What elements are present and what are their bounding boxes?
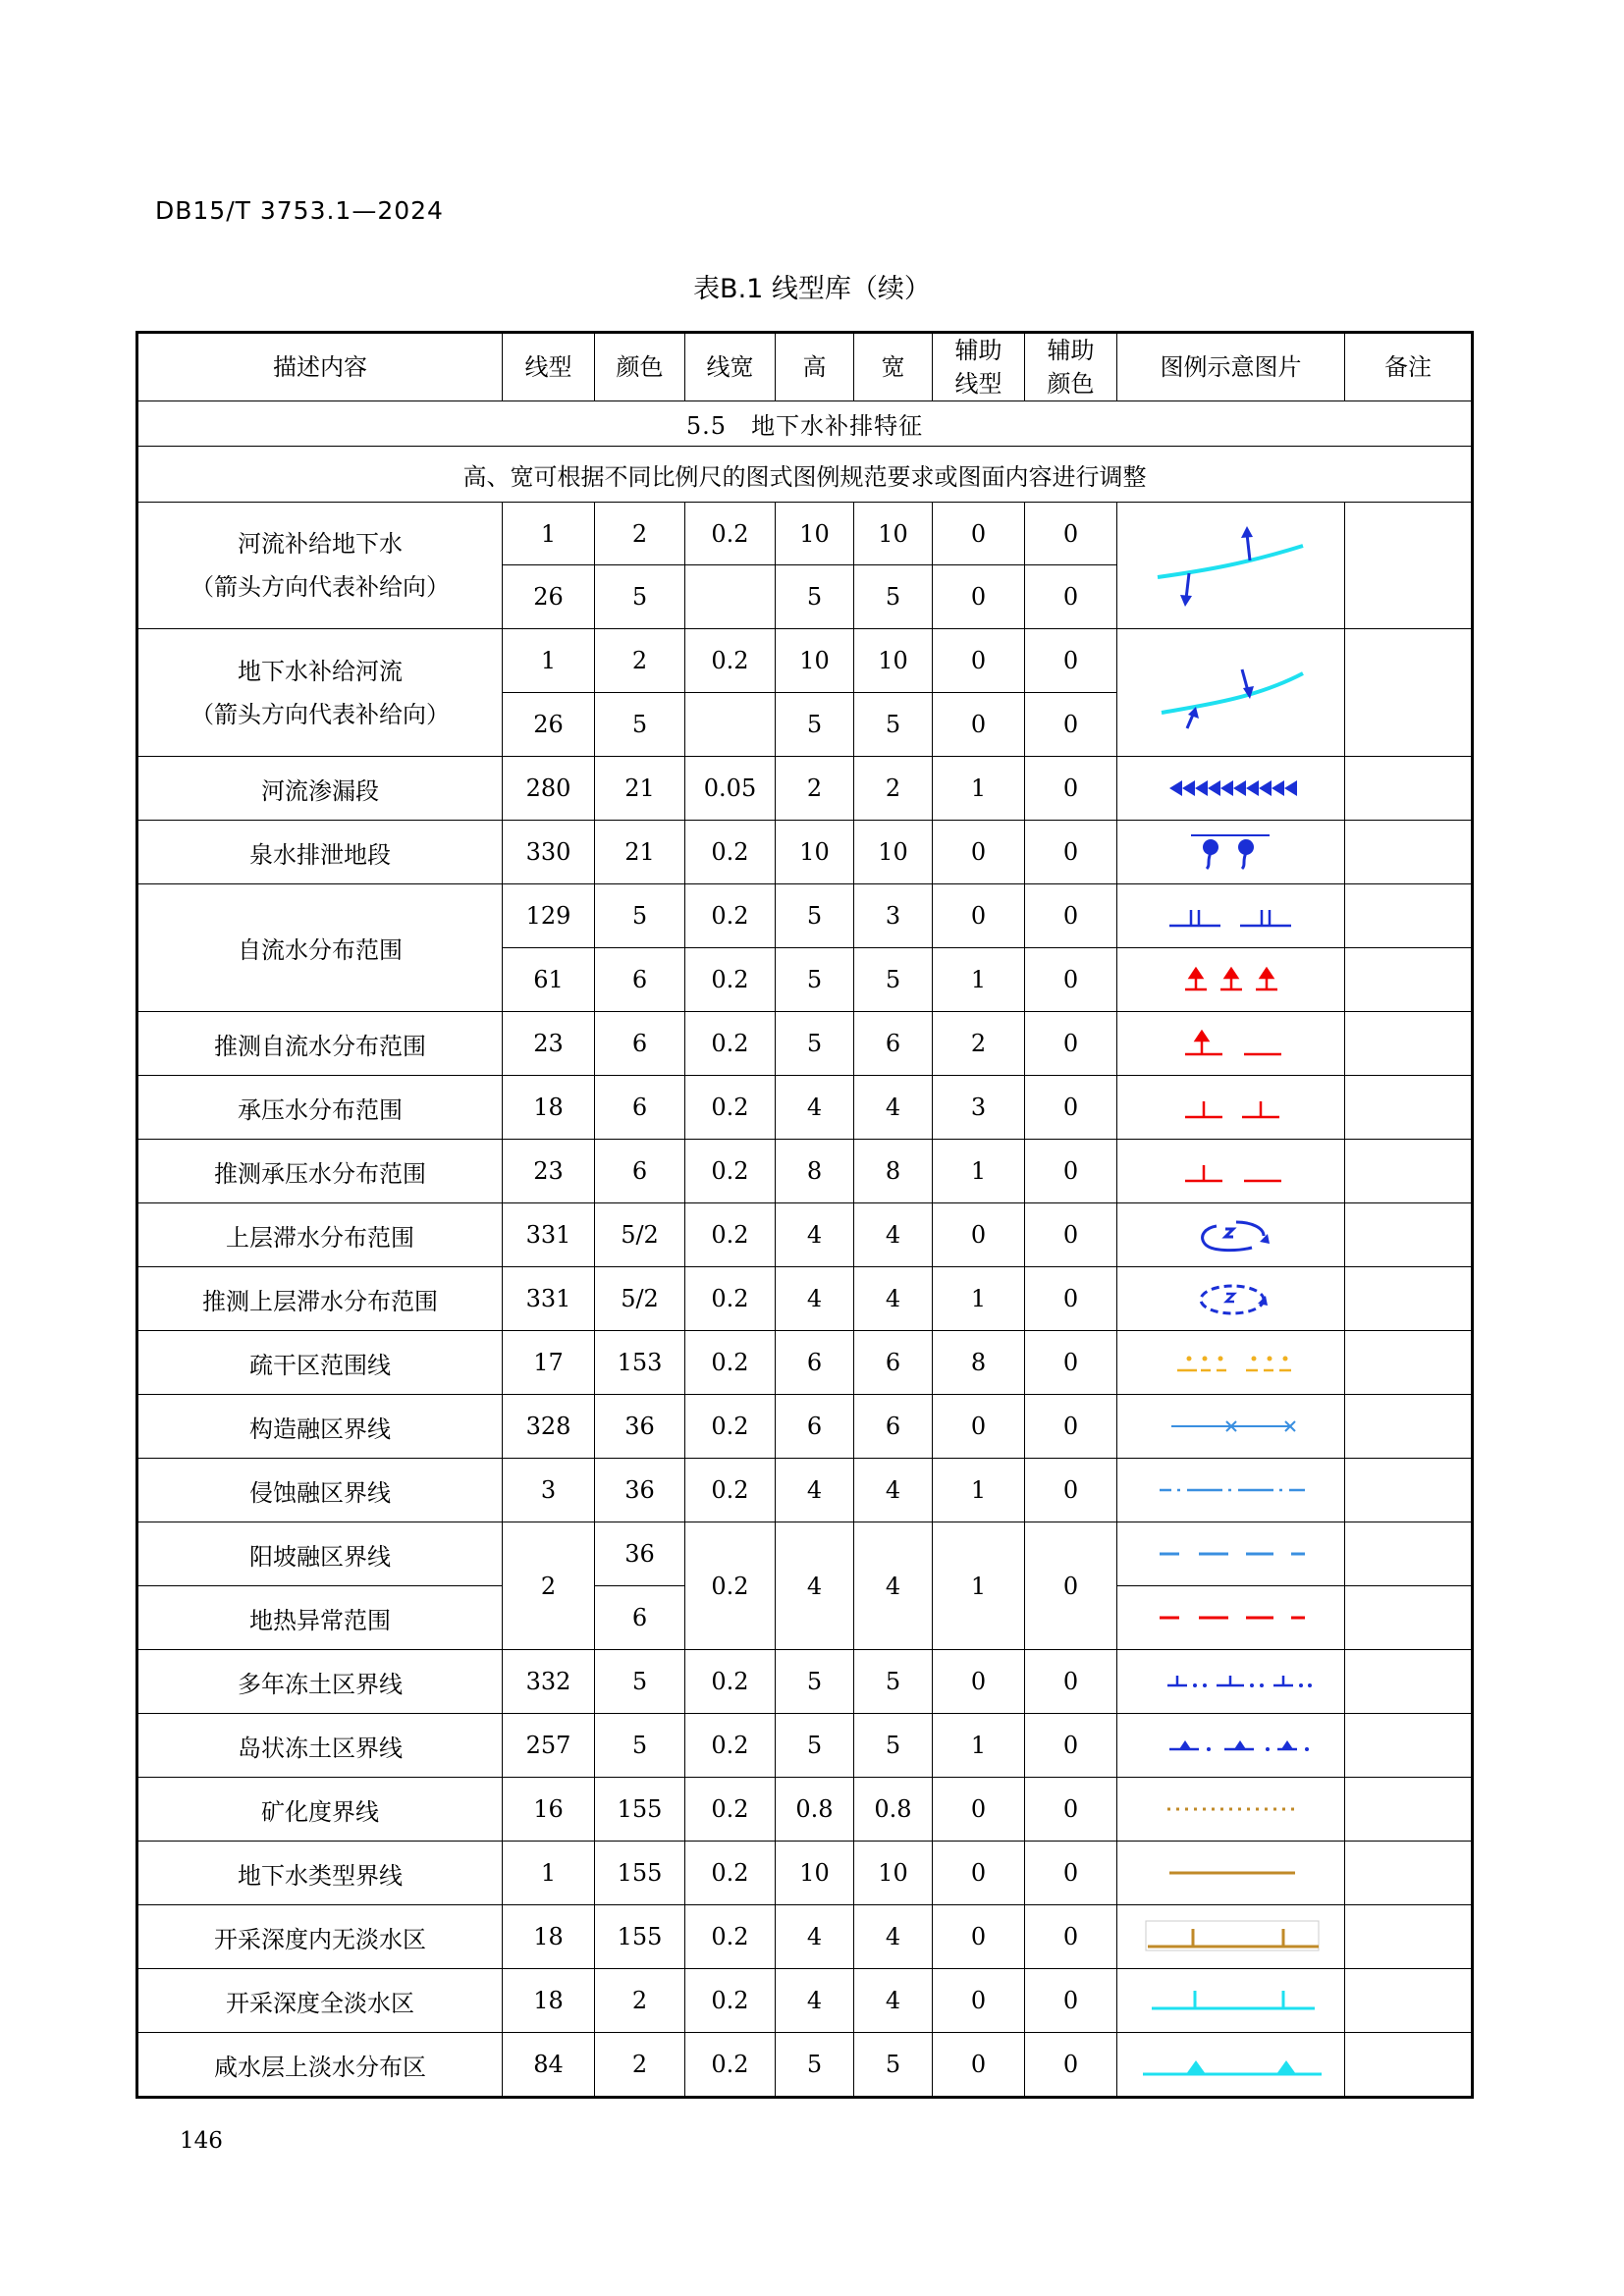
table-row [137,1331,1473,1395]
remark-cell [1345,2033,1473,2098]
remark-cell [1345,1012,1473,1076]
aux-color-cell: 0 [1025,1076,1117,1140]
remark-cell [1345,1969,1473,2033]
line-type-cell: 328 [503,1395,595,1459]
table-row [137,1076,1473,1140]
aux-color-cell: 0 [1025,693,1117,757]
document-id: DB15/T 3753.1—2024 [155,196,444,225]
description-cell: 多年冻土区界线 [137,1650,503,1714]
aux-type-cell: 1 [933,948,1025,1012]
height-cell: 6 [776,1331,854,1395]
table-row [137,1140,1473,1203]
sunny-slope-talik-icon [1148,1534,1315,1574]
legend-image-cell [1117,503,1345,629]
color-cell: 5/2 [595,1203,685,1267]
color-cell: 6 [595,1586,685,1650]
legend-image-cell [1117,2033,1345,2098]
aux-type-cell: 0 [933,884,1025,948]
w-cell: 3 [854,884,933,948]
remark-cell [1345,948,1473,1012]
height-cell: 5 [776,1714,854,1778]
mineralization-boundary-icon [1148,1789,1315,1829]
color-cell: 2 [595,503,685,565]
width-cell: 0.2 [685,1076,776,1140]
line-type-cell: 1 [503,503,595,565]
table-row [137,1778,1473,1842]
color-cell: 2 [595,629,685,693]
aux-type-cell: 0 [933,1778,1025,1842]
description-cell: 侵蚀融区界线 [137,1459,503,1522]
header-row [137,333,1473,401]
aux-type-cell: 1 [933,1522,1025,1650]
artesian-red-arrow-icon [1148,960,1315,999]
description-cell: 矿化度界线 [137,1778,503,1842]
description-cell: 推测上层滞水分布范围 [137,1267,503,1331]
legend-image-cell [1117,1076,1345,1140]
remark-cell [1345,1140,1473,1203]
color-cell: 6 [595,948,685,1012]
aux-color-cell: 0 [1025,1650,1117,1714]
remark-cell [1345,1395,1473,1459]
all-fresh-water-icon [1138,1979,1325,2022]
erosion-talik-icon [1148,1470,1315,1510]
line-type-cell: 1 [503,1842,595,1905]
height-cell: 4 [776,1076,854,1140]
aux-color-cell: 0 [1025,757,1117,821]
aux-type-cell: 3 [933,1076,1025,1140]
w-cell: 4 [854,1969,933,2033]
width-cell: 0.2 [685,503,776,565]
color-cell: 155 [595,1778,685,1842]
remark-cell [1345,1267,1473,1331]
width-cell: 0.2 [685,1267,776,1331]
color-cell: 5 [595,1650,685,1714]
legend-image-cell [1117,1969,1345,2033]
table-row [137,2033,1473,2098]
legend-image-cell [1117,1522,1345,1586]
legend-image-cell [1117,1395,1345,1459]
color-cell: 5/2 [595,1267,685,1331]
col-header: 线型 [503,333,595,401]
height-cell: 4 [776,1522,854,1650]
aux-type-cell: 1 [933,1459,1025,1522]
height-cell: 5 [776,948,854,1012]
line-type-cell: 331 [503,1203,595,1267]
remark-cell [1345,757,1473,821]
line-type-cell: 129 [503,884,595,948]
aux-type-cell: 0 [933,1969,1025,2033]
col-header: 备注 [1345,333,1473,401]
w-cell: 10 [854,629,933,693]
width-cell: 0.2 [685,1905,776,1969]
description-cell: 承压水分布范围 [137,1076,503,1140]
line-type-cell: 257 [503,1714,595,1778]
color-cell: 21 [595,757,685,821]
legend-image-cell [1117,1459,1345,1522]
aux-color-cell: 0 [1025,1459,1117,1522]
w-cell: 10 [854,503,933,565]
width-cell: 0.2 [685,1395,776,1459]
legend-image-cell [1117,1586,1345,1650]
width-cell: 0.2 [685,1459,776,1522]
width-cell: 0.2 [685,1522,776,1650]
river-recharge-groundwater-icon [1148,516,1315,614]
line-type-cell: 3 [503,1459,595,1522]
legend-image-cell [1117,1905,1345,1969]
w-cell: 6 [854,1331,933,1395]
legend-image-cell [1117,1203,1345,1267]
description-cell: 咸水层上淡水分布区 [137,2033,503,2098]
line-type-cell: 18 [503,1905,595,1969]
aux-color-cell: 0 [1025,948,1117,1012]
aux-type-cell: 0 [933,629,1025,693]
height-cell: 10 [776,821,854,884]
width-cell: 0.2 [685,1778,776,1842]
height-cell: 0.8 [776,1778,854,1842]
line-type-cell: 61 [503,948,595,1012]
inferred-perched-water-icon [1148,1276,1315,1321]
width-cell: 0.2 [685,1650,776,1714]
line-type-cell: 23 [503,1140,595,1203]
remark-cell [1345,629,1473,757]
description-cell: 疏干区范围线 [137,1331,503,1395]
aux-type-cell: 1 [933,1140,1025,1203]
legend-image-cell [1117,1650,1345,1714]
height-cell: 4 [776,1267,854,1331]
height-cell: 10 [776,629,854,693]
color-cell: 5 [595,565,685,629]
color-cell: 36 [595,1522,685,1586]
aux-color-cell: 0 [1025,565,1117,629]
color-cell: 5 [595,884,685,948]
w-cell: 2 [854,757,933,821]
width-cell [685,693,776,757]
line-type-table [135,331,1474,2099]
remark-cell [1345,1203,1473,1267]
aux-color-cell: 0 [1025,1778,1117,1842]
width-cell: 0.2 [685,629,776,693]
aux-type-cell: 0 [933,2033,1025,2098]
line-type-cell: 84 [503,2033,595,2098]
height-cell: 2 [776,757,854,821]
width-cell: 0.2 [685,1842,776,1905]
line-type-cell: 23 [503,1012,595,1076]
width-cell: 0.2 [685,1012,776,1076]
width-cell: 0.2 [685,2033,776,2098]
aux-type-cell: 1 [933,1267,1025,1331]
width-cell: 0.2 [685,1331,776,1395]
color-cell: 36 [595,1459,685,1522]
groundwater-type-boundary-icon [1148,1853,1315,1893]
aux-type-cell: 2 [933,1012,1025,1076]
aux-color-cell: 0 [1025,1203,1117,1267]
width-cell: 0.2 [685,1714,776,1778]
no-fresh-water-icon [1138,1915,1325,1958]
table-row [137,757,1473,821]
remark-cell [1345,1842,1473,1905]
w-cell: 8 [854,1140,933,1203]
w-cell: 5 [854,948,933,1012]
geothermal-anomaly-icon [1148,1598,1315,1637]
legend-image-cell [1117,884,1345,948]
aux-type-cell: 0 [933,565,1025,629]
line-type-cell: 26 [503,693,595,757]
w-cell: 6 [854,1012,933,1076]
aux-type-cell: 1 [933,757,1025,821]
height-cell: 6 [776,1395,854,1459]
color-cell: 36 [595,1395,685,1459]
table-row [137,503,1473,565]
section-note: 高、宽可根据不同比例尺的图式图例规范要求或图面内容进行调整 [137,447,1473,503]
aux-color-cell: 0 [1025,1140,1117,1203]
aux-color-cell: 0 [1025,1267,1117,1331]
spring-discharge-icon [1148,828,1315,877]
aux-color-cell: 0 [1025,629,1117,693]
w-cell: 4 [854,1459,933,1522]
color-cell: 21 [595,821,685,884]
description-cell: 构造融区界线 [137,1395,503,1459]
tectonic-talik-icon [1148,1407,1315,1446]
legend-image-cell [1117,629,1345,757]
groundwater-recharge-river-icon [1148,644,1315,742]
table-row [137,1969,1473,2033]
color-cell: 6 [595,1140,685,1203]
w-cell: 5 [854,2033,933,2098]
description-cell: 地下水补给河流 （箭头方向代表补给向） [137,629,503,757]
remark-cell [1345,1586,1473,1650]
w-cell: 4 [854,1522,933,1650]
table-row [137,629,1473,693]
aux-color-cell: 0 [1025,821,1117,884]
col-header: 宽 [854,333,933,401]
color-cell: 2 [595,2033,685,2098]
height-cell: 8 [776,1140,854,1203]
aux-type-cell: 0 [933,693,1025,757]
description-cell: 推测自流水分布范围 [137,1012,503,1076]
col-header: 辅助线型 [933,333,1025,401]
aux-type-cell: 0 [933,821,1025,884]
artesian-blue-icon [1148,896,1315,935]
table-row [137,821,1473,884]
line-type-cell: 26 [503,565,595,629]
height-cell: 5 [776,1012,854,1076]
aux-type-cell: 0 [933,1395,1025,1459]
width-cell: 0.2 [685,821,776,884]
height-cell: 4 [776,1905,854,1969]
legend-image-cell [1117,1714,1345,1778]
w-cell: 10 [854,1842,933,1905]
w-cell: 4 [854,1203,933,1267]
width-cell: 0.2 [685,948,776,1012]
legend-image-cell [1117,948,1345,1012]
color-cell: 155 [595,1905,685,1969]
description-cell: 泉水排泄地段 [137,821,503,884]
col-header: 辅助颜色 [1025,333,1117,401]
height-cell: 4 [776,1459,854,1522]
table-row [137,1459,1473,1522]
legend-image-cell [1117,1267,1345,1331]
w-cell: 4 [854,1905,933,1969]
color-cell: 155 [595,1842,685,1905]
color-cell: 5 [595,693,685,757]
aux-type-cell: 8 [933,1331,1025,1395]
line-type-cell: 17 [503,1331,595,1395]
w-cell: 4 [854,1267,933,1331]
aux-color-cell: 0 [1025,2033,1117,2098]
permafrost-boundary-icon [1148,1662,1315,1701]
drained-zone-icon [1148,1343,1315,1382]
col-header: 描述内容 [137,333,503,401]
aux-color-cell: 0 [1025,1395,1117,1459]
w-cell: 4 [854,1076,933,1140]
line-type-cell: 332 [503,1650,595,1714]
remark-cell [1345,884,1473,948]
height-cell: 5 [776,565,854,629]
table-row [137,1267,1473,1331]
description-cell: 开采深度全淡水区 [137,1969,503,2033]
table-row [137,1905,1473,1969]
inferred-confined-icon [1148,1151,1315,1191]
page-number: 146 [180,2128,223,2154]
legend-image-cell [1117,1012,1345,1076]
line-type-cell: 280 [503,757,595,821]
line-type-cell: 18 [503,1076,595,1140]
aux-color-cell: 0 [1025,1969,1117,2033]
table-row [137,1522,1473,1586]
color-cell: 6 [595,1012,685,1076]
height-cell: 10 [776,1842,854,1905]
width-cell [685,565,776,629]
w-cell: 5 [854,693,933,757]
aux-color-cell: 0 [1025,1905,1117,1969]
table-row [137,884,1473,948]
col-header: 高 [776,333,854,401]
height-cell: 5 [776,1650,854,1714]
aux-type-cell: 0 [933,1905,1025,1969]
confined-water-icon [1148,1088,1315,1127]
color-cell: 153 [595,1331,685,1395]
table-row [137,1395,1473,1459]
aux-type-cell: 0 [933,1203,1025,1267]
description-cell: 推测承压水分布范围 [137,1140,503,1203]
legend-image-cell [1117,1778,1345,1842]
width-cell: 0.2 [685,1203,776,1267]
table-row [137,1203,1473,1267]
remark-cell [1345,1778,1473,1842]
legend-image-cell [1117,1140,1345,1203]
line-type-cell: 331 [503,1267,595,1331]
inferred-artesian-icon [1148,1024,1315,1063]
table-row [137,1842,1473,1905]
table-row [137,1012,1473,1076]
col-header: 颜色 [595,333,685,401]
color-cell: 2 [595,1969,685,2033]
aux-type-cell: 0 [933,1650,1025,1714]
aux-type-cell: 0 [933,503,1025,565]
height-cell: 10 [776,503,854,565]
aux-type-cell: 1 [933,1714,1025,1778]
line-type-cell: 16 [503,1778,595,1842]
height-cell: 5 [776,2033,854,2098]
remark-cell [1345,1650,1473,1714]
color-cell: 5 [595,1714,685,1778]
aux-type-cell: 0 [933,1842,1025,1905]
description-cell: 地热异常范围 [137,1586,503,1650]
table-row [137,1714,1473,1778]
height-cell: 5 [776,884,854,948]
w-cell: 6 [854,1395,933,1459]
w-cell: 5 [854,1650,933,1714]
remark-cell [1345,1331,1473,1395]
description-cell: 地下水类型界线 [137,1842,503,1905]
legend-image-cell [1117,1842,1345,1905]
description-cell: 阳坡融区界线 [137,1522,503,1586]
line-type-cell: 2 [503,1522,595,1650]
w-cell: 0.8 [854,1778,933,1842]
perched-water-icon [1148,1212,1315,1257]
line-type-cell: 1 [503,629,595,693]
col-header: 线宽 [685,333,776,401]
legend-image-cell [1117,757,1345,821]
remark-cell [1345,1076,1473,1140]
island-permafrost-icon [1148,1726,1315,1765]
line-type-cell: 330 [503,821,595,884]
w-cell: 5 [854,565,933,629]
river-leakage-icon [1148,769,1315,808]
col-header: 图例示意图片 [1117,333,1345,401]
w-cell: 10 [854,821,933,884]
aux-color-cell: 0 [1025,1522,1117,1650]
aux-color-cell: 0 [1025,1331,1117,1395]
width-cell: 0.2 [685,1969,776,2033]
fresh-over-saline-icon [1133,2043,1329,2086]
height-cell: 4 [776,1969,854,2033]
remark-cell [1345,1714,1473,1778]
height-cell: 5 [776,693,854,757]
remark-cell [1345,821,1473,884]
width-cell: 0.05 [685,757,776,821]
description-cell: 开采深度内无淡水区 [137,1905,503,1969]
remark-cell [1345,503,1473,629]
aux-color-cell: 0 [1025,1842,1117,1905]
aux-color-cell: 0 [1025,503,1117,565]
w-cell: 5 [854,1714,933,1778]
remark-cell [1345,1459,1473,1522]
table-caption: 表B.1 线型库（续） [693,274,931,304]
aux-color-cell: 0 [1025,884,1117,948]
aux-color-cell: 0 [1025,1012,1117,1076]
line-type-cell: 18 [503,1969,595,2033]
legend-image-cell [1117,821,1345,884]
remark-cell [1345,1522,1473,1586]
width-cell: 0.2 [685,1140,776,1203]
section-title: 5.5 地下水补排特征 [137,401,1473,447]
description-cell: 河流渗漏段 [137,757,503,821]
legend-image-cell [1117,1331,1345,1395]
description-cell: 岛状冻土区界线 [137,1714,503,1778]
remark-cell [1345,1905,1473,1969]
description-cell: 河流补给地下水 （箭头方向代表补给向） [137,503,503,629]
aux-color-cell: 0 [1025,1714,1117,1778]
description-cell: 上层滞水分布范围 [137,1203,503,1267]
description-cell: 自流水分布范围 [137,884,503,1012]
table-row [137,1650,1473,1714]
color-cell: 6 [595,1076,685,1140]
width-cell: 0.2 [685,884,776,948]
height-cell: 4 [776,1203,854,1267]
